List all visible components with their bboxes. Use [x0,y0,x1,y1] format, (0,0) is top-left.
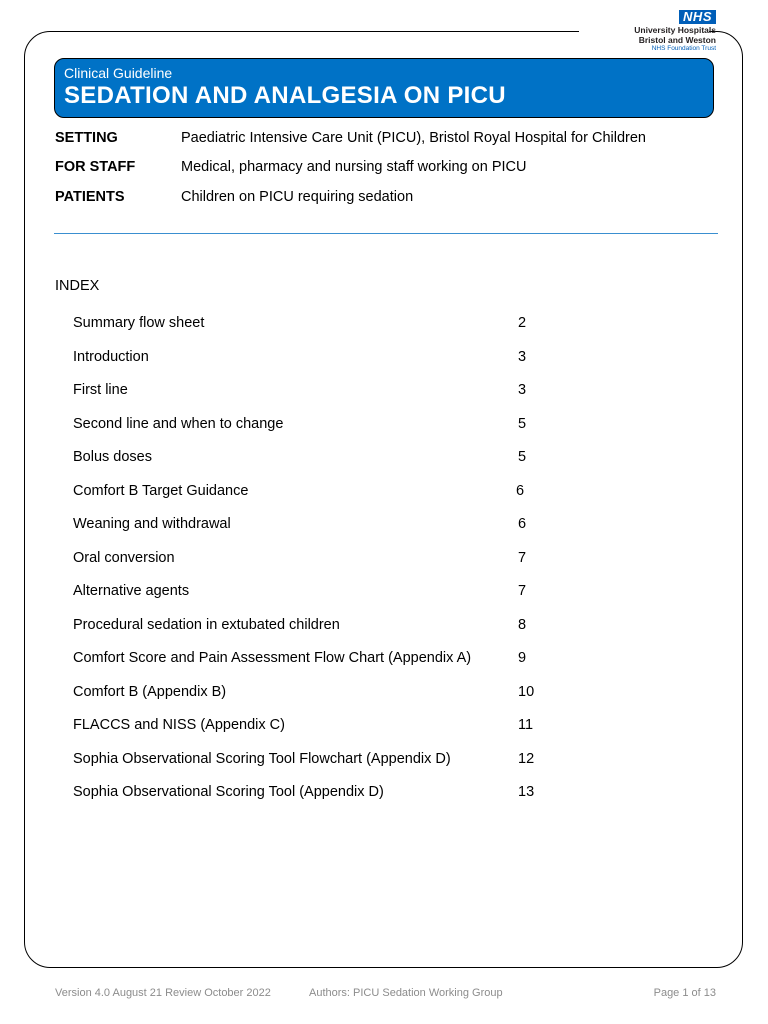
index-item-page: 2 [518,315,527,331]
index-item [73,313,553,347]
logo-trust-line: NHS Foundation Trust [651,45,716,52]
footer-version: Version 4.0 August 21 Review October 2022 [55,987,271,999]
meta-value: Children on PICU requiring sedation [181,189,414,205]
index-item-page: 7 [518,583,527,599]
index-item [73,749,553,783]
index-item-page: 11 [518,717,534,733]
index-item [73,648,553,682]
index-item-page: 6 [518,516,527,532]
index-item-title[interactable]: Bolus doses [73,449,152,465]
index-item [73,347,553,381]
index-item-title[interactable]: Comfort B Target Guidance [73,482,249,499]
index-item-title[interactable]: FLACCS and NISS (Appendix C) [73,717,285,733]
index-item-title[interactable]: Sophia Observational Scoring Tool Flowchart (Appendix D) [73,750,451,767]
index-item-page: 8 [518,616,527,633]
index-item [73,514,553,548]
index-item [73,682,553,716]
index-item [73,447,553,481]
footer-page-number: Page 1 of 13 [653,987,716,999]
index-item [73,715,553,749]
index-item-page: 6 [516,482,525,499]
index-item-title[interactable]: Comfort Score and Pain Assessment Flow Chart (Appendix A) [73,650,472,666]
meta-value: Medical, pharmacy and nursing staff working on PICU [181,159,527,175]
index-item-page: 13 [518,784,535,800]
index-item-page: 10 [518,683,535,700]
index-item-page: 3 [518,348,527,365]
index-item-page: 7 [518,549,527,566]
index-item [73,481,553,515]
index-item-title[interactable]: Summary flow sheet [73,315,205,331]
index-item-page: 5 [518,449,527,465]
logo-org-line-2: Bristol and Weston [638,34,716,45]
index-item-page: 3 [518,382,527,398]
footer-authors: Authors: PICU Sedation Working Group [309,987,503,999]
meta-value: Paediatric Intensive Care Unit (PICU), Bristol Royal Hospital for Children [181,130,646,146]
index-list [73,313,553,816]
index-item-page: 12 [518,750,535,767]
meta-label: PATIENTS [55,189,125,205]
logo-org-line-1: University Hospitals [634,25,716,35]
index-item-title[interactable]: Comfort B (Appendix B) [73,683,227,700]
index-item-title[interactable]: Second line and when to change [73,415,284,432]
index-item [73,581,553,615]
index-item [73,782,553,816]
index-item [73,615,553,649]
document-type: Clinical Guideline [64,65,173,81]
index-item-title[interactable]: Introduction [73,348,149,365]
title-banner [54,58,714,118]
index-item-title[interactable]: First line [73,382,128,398]
index-item [73,548,553,582]
index-item-page: 9 [518,650,527,666]
meta-label: SETTING [55,130,118,146]
index-item-page: 5 [518,415,527,432]
index-item [73,380,553,414]
meta-label: FOR STAFF [55,159,136,175]
index-item [73,414,553,448]
document-title: SEDATION AND ANALGESIA ON PICU [64,82,506,109]
nhs-logo [606,8,716,53]
section-divider [54,233,718,234]
index-item-title[interactable]: Alternative agents [73,583,190,599]
nhs-badge: NHS [679,10,716,24]
index-heading: INDEX [55,278,100,294]
index-item-title[interactable]: Weaning and withdrawal [73,516,231,532]
index-item-title[interactable]: Sophia Observational Scoring Tool (Appendix D) [73,784,384,800]
index-item-title[interactable]: Procedural sedation in extubated children [73,616,340,633]
index-item-title[interactable]: Oral conversion [73,549,175,566]
